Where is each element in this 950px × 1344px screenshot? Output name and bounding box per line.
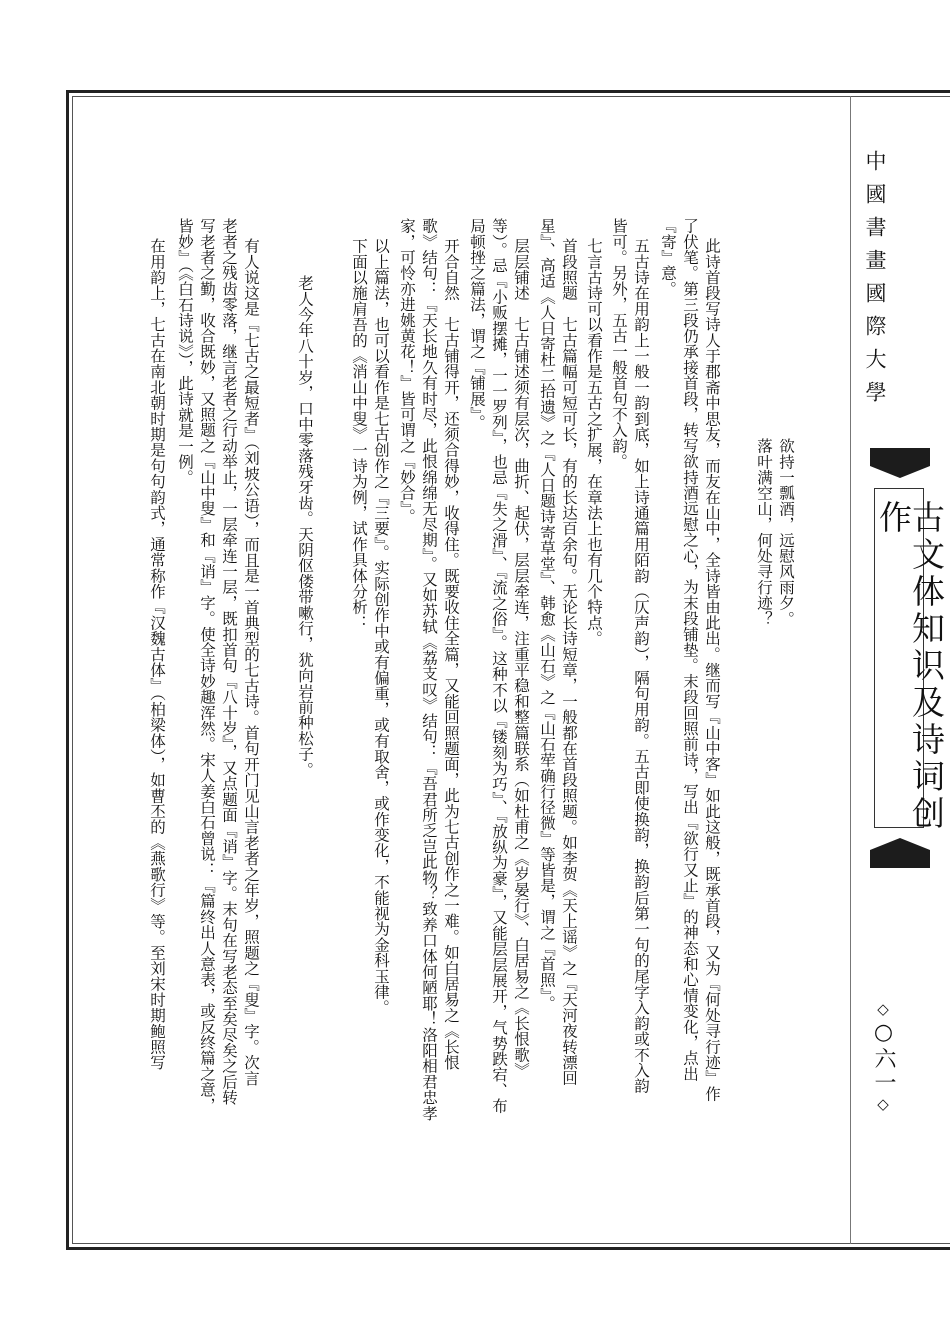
text-column: 有人说这是『七古之最短者』（刘坡公语），而且是一首典型的七古诗。首句开门见山言老者之年岁，照题之『叟』字。次言 — [242, 238, 260, 1086]
text-column: 以上篇法，也可以看作是七古创作之『三要』。实际创作中或有偏重，或有取舍，或作变化，不能视为金科玉律。 — [372, 238, 390, 1016]
text-column: 局顿挫之篇法，谓之『铺展』。 — [468, 218, 486, 431]
text-column: 皆妙』（《白石诗说》），此诗就是一例。 — [176, 218, 194, 486]
university-name: 中國書畫國際大學 — [863, 150, 887, 414]
text-column: 『寄』意。 — [659, 218, 677, 297]
text-column: 落叶满空山，何处寻行迹？ — [755, 438, 773, 627]
text-column: 七言古诗可以看作是五古之扩展，在章法上也有几个特点。 — [585, 238, 603, 647]
diamond-icon: ◇ — [874, 1095, 892, 1115]
book-title-block — [870, 448, 946, 868]
text-column: 了伏笔。第三段仍承接首段，转写欲持酒远慰之心，为末段铺垫。末段回照前诗，写出『欲行又止』的神态和心情变化，点出 — [681, 218, 699, 1082]
text-column: 皆可。另外，五古一般首句不入韵。 — [610, 218, 628, 470]
text-column: 首段照题 七古篇幅可短可长，有的长达百余句。无论长诗短章，一般都在首段照题。如李贺《天上谣》之『天河夜转漂回 — [560, 238, 578, 1086]
text-column: 在用韵上，七古在南北朝时期是句句韵式，通常称作『汉魏古体』（柏梁体），如曹丕的《燕歌行》等。至刘宋时期鲍照写 — [148, 238, 166, 1071]
side-divider — [850, 96, 851, 1244]
text-column: 星』、高适《人日寄杜二拾遗》之『人日题诗寄草堂』、韩愈《山石》之『山石荦确行径微』等皆是，谓之『首照』。 — [538, 218, 556, 1012]
text-column: 此诗首段写诗人于郡斋中思友，而友在山中，全诗皆由此出。继而写『山中客』如此这般，既承首段，又为『何处寻行迹』作 — [703, 238, 721, 1102]
text-column: 歌》结句：『天长地久有时尽，此恨绵绵无尽期』。又如苏轼《荔支叹》结句：『吾君所乏岂此物？致养口体何陋耶！洛阳相君忠孝 — [420, 218, 438, 1121]
page-number-text: ○六一 — [871, 1020, 896, 1095]
text-column: 欲持一瓢酒，远慰风雨夕。 — [777, 438, 795, 627]
text-column: 老人今年八十岁，口中零落残牙齿。天阴伛偻带嗽行，犹向岩前种松子。 — [296, 275, 314, 778]
text-column: 家，可怜亦进姚黄花！』皆可谓之『妙合』。 — [398, 218, 416, 525]
page-number — [868, 1000, 899, 1115]
text-column: 五古诗在用韵上一般一韵到底，如上诗通篇用陌韵（仄声韵），隔句用韵。五古即使换韵，换韵后第一句的尾字入韵或不入韵 — [632, 238, 650, 1094]
text-column: 下面以施肩吾的《消山中叟》一诗为例，试作具体分析： — [350, 238, 368, 631]
book-title: 古文体知识及诗词创作 — [874, 500, 946, 833]
text-column: 等）。忌『小贩摆摊，一一罗列』，也忌『失之滑』、『流之俗』。这种不以『镂刻为巧』、『放纵为豪』，又能层层展开，气势跌宕、布 — [490, 218, 508, 1114]
diamond-icon: ◇ — [874, 1000, 892, 1020]
text-column: 层层铺述 七古铺述须有层次，曲折、起伏，层层牵连，注重平稳和整篇联系（如杜甫之《岁晏行》、白居易之《长恨歌》 — [512, 238, 530, 1079]
title-ornament-top — [870, 448, 930, 478]
text-column: 写老者之勤，收合既妙，又照题之『山中叟』和『诮』字。使全诗妙趣浑然。宋人姜白石曾说：『篇终出人意表，或反终篇之意， — [198, 218, 216, 1113]
text-column: 老者之残齿零落，继言老者之行动举止，一层牵连一层，既扣首句『八十岁』，又点题面『诮』字。末句在写老态至矣尽矣之后转 — [220, 218, 238, 1106]
text-column: 开合自然 七古铺得开，还须合得妙，收得住。既要收住全篇，又能回照题面，此为七古创作之一难。如白居易之《长恨 — [442, 238, 460, 1071]
